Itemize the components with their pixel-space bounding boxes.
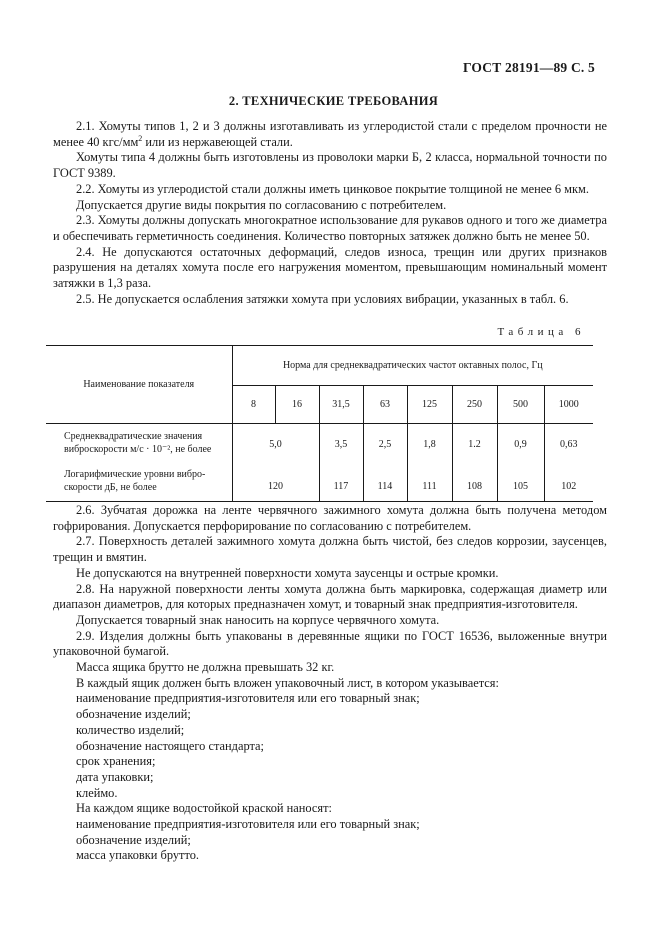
table-row [46, 424, 593, 462]
table-cell: 111 [407, 462, 452, 502]
table-header-name: Наименование показателя [46, 346, 232, 424]
freq-header: 250 [452, 386, 497, 424]
table-header-group: Норма для среднеквадратических частот октавных полос, Гц [232, 346, 593, 386]
packaging-line: клеймо. [76, 785, 118, 800]
table-cell: 105 [497, 462, 544, 502]
section-title: 2. ТЕХНИЧЕСКИЕ ТРЕБОВАНИЯ [228, 94, 439, 108]
table-cell: 1,8 [407, 424, 452, 462]
freq-header: 500 [497, 386, 544, 424]
paragraph-2-2: 2.2. Хомуты из углеродистой стали должны иметь цинковое покрытие толщиной не менее 6 мкм. [76, 181, 589, 196]
freq-header: 63 [363, 386, 407, 424]
paragraph-2-1b: Хомуты типа 4 должны быть изготовлены из проволоки марки Б, 2 класса, нормальной точности по ГОСТ 9389. [53, 150, 607, 181]
table-cell: 114 [363, 462, 407, 502]
paragraph-2-1: 2.1. Хомуты типов 1, 2 и 3 должны изготавливать из углеродистой стали с пределом прочности не менее 40 кгс/$мм^2$ или из нержавеющей стали. [53, 119, 607, 149]
freq-header: 31,5 [319, 386, 363, 424]
paragraph-2-5: 2.5. Не допускается ослабления затяжки хомута при условиях вибрации, указанных в табл. 6. [76, 291, 569, 306]
packaging-line: На каждом ящике водостойкой краской наносят: [76, 801, 332, 816]
paragraph-2-2b: Допускается другие виды покрытия по согласованию с потребителем. [76, 197, 447, 212]
requirements-block-1 [53, 119, 607, 307]
paragraph-2-7b: Не допускаются на внутренней поверхности хомута заусенцы и острые кромки. [76, 565, 499, 580]
freq-header: 16 [275, 386, 319, 424]
page-header: ГОСТ 28191—89 С. 5 [462, 60, 595, 75]
paragraph-2-3: 2.3. Хомуты должны допускать многократное использование для рукавов одного и того же диаметра и обеспечивать герметичность соединения. Количество повторных затяжек должно быть не менее 50. [53, 213, 607, 243]
packaging-line: обозначение изделий; [76, 832, 191, 847]
packaging-line: обозначение настоящего стандарта; [76, 738, 265, 753]
freq-header: 1000 [544, 386, 593, 424]
paragraph-2-4: 2.4. Не допускаются остаточных деформаций, следов износа, трещин или других признаков разрушения на деталях хомута после его нагружения моментом, превышающим номинальный момент затяжки в 1,3 раза. [53, 244, 607, 291]
paragraph-2-8: 2.8. На наружной поверхности ленты хомута должна быть маркировка, содержащая диаметр или диапазон диаметров, для которых предназначен хомут, и товарный знак предприятия-изготовителя. [53, 581, 607, 612]
vibration-table [46, 345, 593, 502]
packaging-line: наименование предприятия-изготовителя или его товарный знак; [76, 691, 420, 706]
row-name: Среднеквадратические значения виброскорости м/с · 10⁻², не более [64, 430, 212, 455]
packaging-line: обозначение изделий; [76, 707, 191, 722]
paragraph-2-6: 2.6. Зубчатая дорожка на ленте червячного зажимного хомута должна быть получена методом гофрирования. Допускается перфорирование по согласованию с потребителем. [53, 503, 607, 533]
table-cell: 2,5 [363, 424, 407, 462]
freq-header: 125 [407, 386, 452, 424]
table-cell: 0,9 [497, 424, 544, 462]
freq-header: 8 [232, 386, 275, 424]
table-cell: 0,63 [544, 424, 593, 462]
packaging-line: количество изделий; [76, 722, 185, 737]
paragraph-2-8b: Допускается товарный знак наносить на корпусе червячного хомута. [76, 612, 440, 627]
table-cell: 5,0 [232, 424, 319, 462]
table-cell: 3,5 [319, 424, 363, 462]
table-cell: 117 [319, 462, 363, 502]
packaging-line: наименование предприятия-изготовителя или его товарный знак; [76, 817, 420, 832]
packaging-line: масса упаковки брутто. [76, 848, 200, 863]
paragraph-2-9: 2.9. Изделия должны быть упакованы в деревянные ящики по ГОСТ 16536, выложенные внутри упаковочной бумагой. [53, 628, 607, 659]
table-cell: 120 [232, 462, 319, 502]
table-cell: 1.2 [452, 424, 497, 462]
table-cell: 102 [544, 462, 593, 502]
packaging-line: срок хранения; [76, 754, 156, 769]
table-caption: Таблица 6 [497, 326, 585, 338]
packaging-line: Масса ящика брутто не должна превышать 32 кг. [76, 660, 335, 675]
packaging-line: дата упаковки; [76, 769, 154, 784]
packaging-line: В каждый ящик должен быть вложен упаковочный лист, в котором указывается: [76, 675, 499, 690]
requirements-block-2 [53, 503, 607, 864]
table-row [46, 462, 593, 502]
table-cell: 108 [452, 462, 497, 502]
row-name: Логарифмические уровни вибро- скорости дБ, не более [46, 462, 232, 502]
paragraph-2-7: 2.7. Поверхность деталей зажимного хомута должна быть чистой, без следов коррозии, заусенцев, трещин и вмятин. [53, 534, 607, 565]
